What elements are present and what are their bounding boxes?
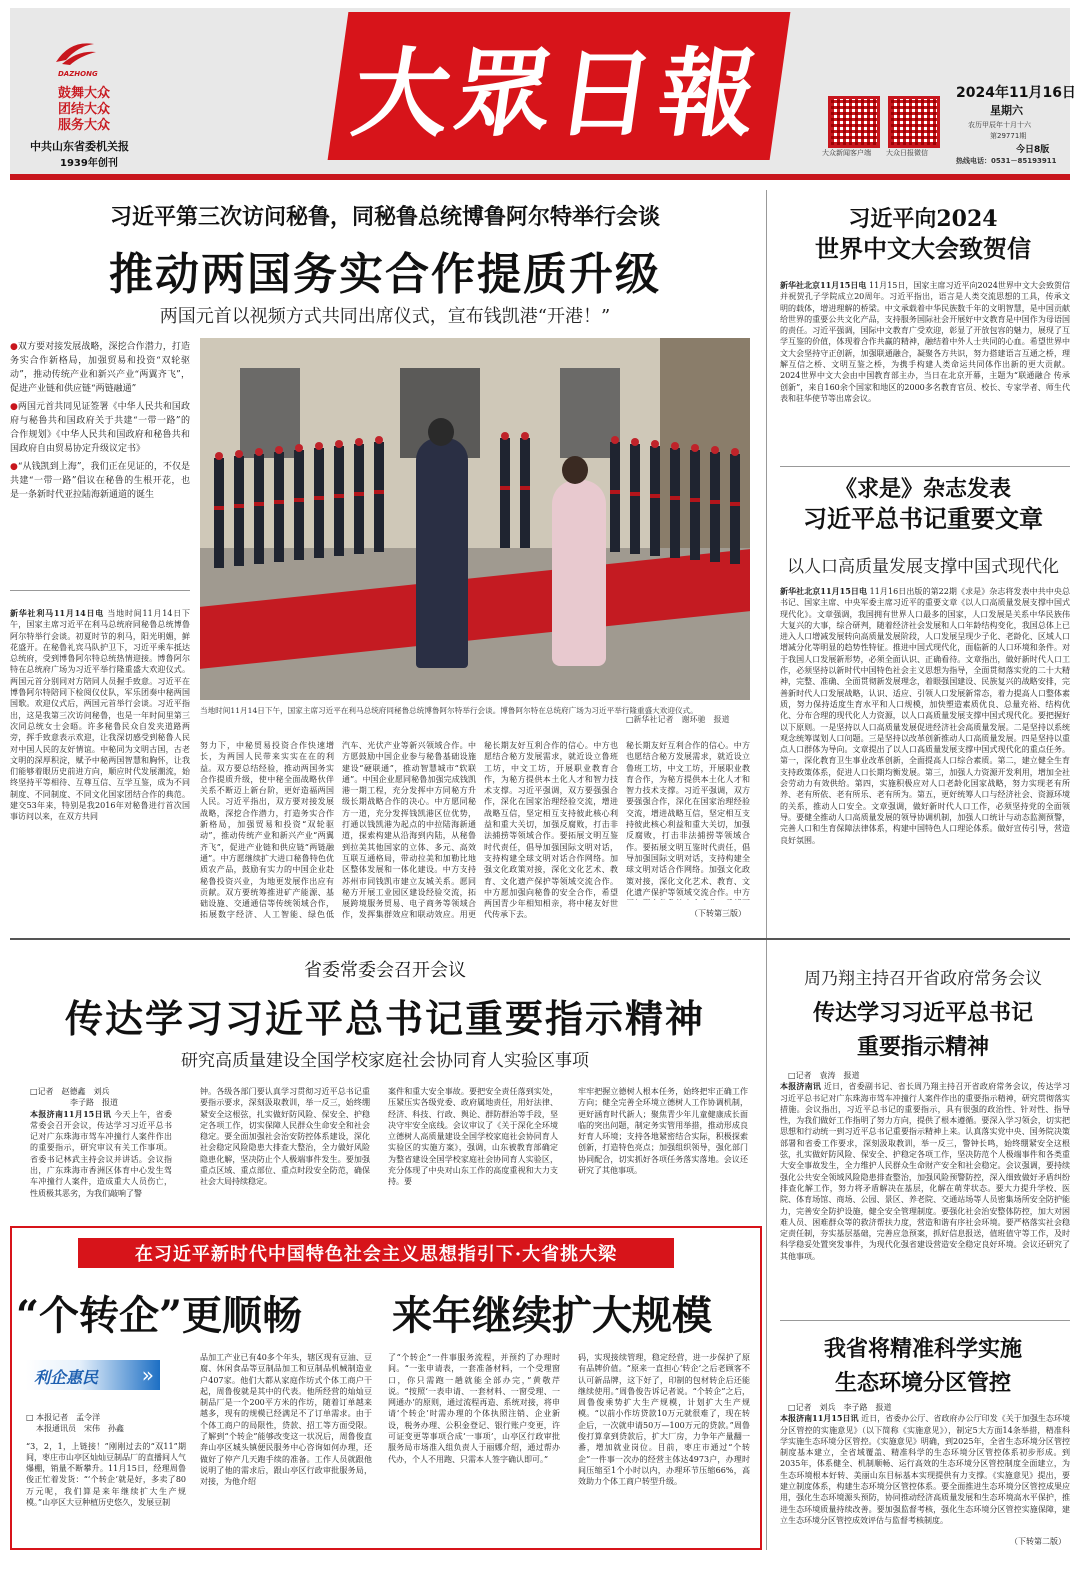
feature-body-col4: 码，实现接续管理，稳定经营，进一步保护了原有品牌价值。“原来一直担心‘转企’之后老顾客不认可新品牌，这下好了，印制的包材转企后还能继续使用。”周鲁俊告诉记者说。“个转企”之后，周鲁俊乘势扩大生产规模，计划扩大生产规模。“以前小作坊贷款10万元就很难了，现在转企后，一次就申请50万—100万元的贷款。”周鲁俊打算拿到贷款后，扩大厂房，力争年产量翻一番，增加就业岗位。目前，枣庄市通过“个转企”一件事一次办的经营主体达4973户，办理时间压缩至1个小时以内，办理环节压缩66%，高效助力个体工商户转型升级。 [578, 1353, 750, 1487]
byline: 本报通讯员 宋伟 孙鑫 [36, 1424, 124, 1434]
lead-subhead: 两国元首以视频方式共同出席仪式，宣布钱凯港“开港！” [159, 306, 611, 327]
paper-title: 大眾日報 [328, 12, 791, 160]
highlight-item: ● 两国元首共同见证签署《中华人民共和国政府与秘鲁共和国政府关于共建“一带一路”的合作规划》《中华人民共和国政府和秘鲁共和国政府自由贸易协定升级议定书》 [10, 400, 190, 456]
lead-body-col3: 汽车、光伏产业等新兴领域合作。中方愿鼓励中国企业参与秘鲁基础设施建设“硬联通”，推动智慧城市“软联通”。中国企业愿同秘鲁加强完成钱凯港一期工程，充分发挥中方同秘方升级长期战略合作的决心。中方愿同秘方一道，充分发挥钱凯港区位优势，打通以钱凯港为起点的中拉陆海新通道，探索构建从沿海到内陆，从秘鲁到拉美其他国家的立体、多元、高效互联互通格局，带动拉美和加勒比地区整体发展和一体化建设。中方支持苏州市同钱凯市建立友城关系。愿同秘方开展工业园区建设经验交流，拓展跨境服务贸易、电子商务等领域合作，发挥集群效应和联动效应。用更 [342, 741, 476, 920]
dateline: 新华社北京11月15日电 [780, 586, 868, 596]
feature-headline-left: “个转企”更顺畅 [16, 1292, 303, 1339]
masthead-rule [10, 174, 1070, 180]
divider [780, 1320, 1070, 1321]
hotline: 热线电话：0531－85193911 [956, 157, 1057, 165]
byline: □记者 袁涛 报道 [788, 1071, 860, 1080]
chevron-right-icon: » [141, 1363, 154, 1387]
lead-body-col4: 秘长期友好互利合作的信心。中方也愿结合秘方发展需求，就近设立鲁班工坊，中文工坊，开展职业教育合作，为秘方提供本土化人才和智力技术支撑。习近平强调，双方要强强合作，深化在国家治理经验交流，增进战略互信，坚定相互支持彼此核心利益和重大关切，加强反腐败，打击非法捕捞等领域合作。要拓展文明互鉴时代责任，倡导加强国际文明对话，支持构建全球文明对话合作网络。加强文化政策对接，深化文化艺术、教育、文化遗产保护等领域交流合作。中方愿加强向秘鲁的安全合作，希望两国青少年相知相亲，将中秘友好世代传承下去。 [484, 741, 618, 920]
headline-line: 重要指示精神 [856, 1034, 989, 1060]
qr-label: 大众新闻客户端 [822, 149, 871, 157]
body-text: 11月16日出版的第22期《求是》杂志将发表中共中央总书记、国家主席、中央军委主席习近平的重要文章《以人口高质量发展支撑中国式现代化》。文章强调，我国拥有世界人口最多的国家，人口发展是关系中华民族伟大复兴的大事，综合研判，随着经济社会发展和人口年龄结构变化，我国总体上已进入人口增减发展转向高质量发展阶段，人口发展呈现少子化、老龄化、区域人口增减分化等明显的趋势性特征。推进中国式现代化，面临新的人口环境和条件。对于我国人口发展新形势，必须全面认识、正确看待。文章指出，做好新时代人口工作，必须坚持以新时代中国特色社会主义思想为指导，全面贯彻落实党的二十大精神，完整、准确、全面贯彻新发展理念，着眼强国建设、民族复兴的战略安排，完善新时代人口发展战略，认识、适应、引领人口发展新常态，着力提高人口整体素质，努力保持适度生育水平和人口规模，加快塑造素质优良、总量充裕、结构优化、分布合理的现代化人力资源，以人口高质量发展支撑中国式现代化。要把握好以下原则。一是坚持以人口高质量发展促进经济社会高质量发展。二是坚持以系统观念统筹谋划人口问题。三是坚持以改革创新推动人口高质量发展。四是坚持以重点人口群体为导向。文章提出了以人口高质量发展支撑中国式现代化的重点任务。第一，深化教育卫生事业改革创新，全面提高人口综合素质。第二，建立健全生育支持政策体系，促进人口长期均衡发展。第三，加强人力资源开发利用，增加全社会劳动力有效供给。第四，实施积极应对人口老龄化国家战略，努力实现老有所养、老有所依、老有所乐、老有所为。第五，更好统筹人口与经济社会、资源环境的关系，推动人口安全。文章强调，做好新时代人口工作，必须坚持党的全面领导。要健全推动人口高质量发展的领导协调机制，加强人口统计与动态监测预警，完善人口和生育保障法律体系，构建中国特色人口理论体系。做好宣传引导，营造良好氛围。 [780, 587, 1070, 845]
headline-line: 《求是》杂志发表 [834, 476, 1011, 502]
publisher: 中共山东省委机关报 [30, 140, 129, 153]
slogan [58, 86, 110, 134]
headline-line: 生态环境分区管控 [834, 1370, 1011, 1396]
provincial-body-col3: 案件和重大安全事故。要把安全责任落到实处，压紧压实各级党委、政府属地责任，用好法律、经济、科技、行政、舆论、群防群治等手段，坚决守牢安全底线。会议审议了《关于深化全环境立德树人高质量建设全国学校家庭社会协同育人实验区的实施方案》，强调，山东被教育部确定为整省建设全国学校家庭社会协同育人实验区，充分体现了中央对山东工作的高度重视和大力支持。要 [388, 1087, 558, 1187]
founded: 1939年创刊 [60, 158, 118, 169]
continued-note: （下转第二版） [1010, 1537, 1066, 1546]
provincial-subhead: 研究高质量建设全国学校家庭社会协同育人实验区事项 [181, 1051, 589, 1071]
provincial-body-col2: 钟。各级各部门要认真学习贯彻习近平总书记重要指示要求，深刻汲取教训，举一反三，始终绷紧安全这根弦，扎实做好防风险、保安全、护稳定各项工作，切实保障人民群众生命安全和社会稳定。要全面加强社会治安防控体系建设，深化社会稳定风险隐患大排查大整治，全力做好风险隐患化解，坚决防止个人极端事件发生。要加强重点区域、重点部位、重点时段安全防范，确保社会大局持续稳定。 [200, 1087, 370, 1187]
right2-headline [776, 474, 1070, 534]
dateline: 本报济南11月15日讯 [30, 1108, 112, 1119]
headline-line: 传达学习习近平总书记 [812, 1000, 1033, 1026]
continued-note: （下转第三版） [690, 909, 746, 918]
right3-body [780, 1070, 1070, 1314]
slogan-line: 服务大众 [58, 118, 111, 133]
byline: □ 本报记者 孟令洋 [26, 1413, 101, 1422]
lead-kicker: 习近平第三次访问秘鲁，同秘鲁总统博鲁阿尔特举行会谈 [109, 204, 660, 230]
dateline: 新华社北京11月15日电 [780, 280, 867, 290]
feature-badge [26, 1360, 160, 1390]
qr-code-icon [888, 96, 940, 148]
divider [10, 590, 190, 591]
dateline: 本报济南11月15日讯 [780, 1413, 859, 1424]
body-text: 11月15日，国家主席习近平向2024世界中文大会致贺信并祝贺孔子学院成立20周年。习近平指出，语言是人类交流思想的工具，传承文明的载体，增进理解的桥梁。中文承载着中华民族数千年的文明智慧，是中国贡献给世界的重要公共文化产品，支持服务国际社会开展好中文教育是中国作为母语国的责任。习近平强调，国际中文教育广受欢迎，彰显了开放包容的魅力，展现了互学互鉴的价值，体现着合作共赢的精神，融结着中外人士共同的心血。希望世界中文大会坚持守正创新，加强联通融合，凝聚各方共识，努力搭建语言互通之桥，理解互信之桥、文明互鉴之桥，为携手构建人类命运共同体作出新的更大贡献。2024世界中文大会由中国教育部主办，当日在北京开幕，主题为“联通融合 传承创新”，来自160余个国家和地区的2000多名教育官员、校长、专家学者、师生代表和驻华使节等出席会议。 [780, 281, 1070, 403]
highlight-item: ● 双方要对接发展战略，深挖合作潜力，打造务实合作新格局，加强贸易和投资“双轮驱动”，推动传统产业和新兴产业“两翼齐飞”，促进产业链和供应链“两链融通” [10, 340, 190, 396]
issue-date: 2024年11月16日 [956, 85, 1076, 101]
headline-line: 世界中文大会致贺信 [815, 234, 1031, 263]
lead-body-col5: 秘长期友好互利合作的信心。中方也愿结合秘方发展需求，就近设立鲁班工坊，中文工坊，开展职业教育合作，为秘方提供本土化人才和智力技术支撑。习近平强调，双方要强强合作，深化在国家治理经验交流，增进战略互信，坚定相互支持彼此核心利益和重大关切，加强反腐败，打击非法捕捞等领域合作。要拓展文明互鉴时代责任，倡导加强国际文明对话，支持构建全球文明对话合作网络。加强文化政策对接，深化文化艺术、教育、文化遗产保护等领域交流合作。中方 [626, 741, 750, 897]
qr-label: 大众日报微信 [886, 149, 928, 157]
right1-body [780, 280, 1070, 460]
headline-line: 习近平总书记重要文章 [803, 504, 1043, 533]
right2-body [780, 586, 1070, 930]
right4-headline [776, 1332, 1070, 1400]
headline-line: 习近平向2024 [848, 206, 998, 232]
page-count: 今日8版 [1016, 145, 1050, 155]
lead-body-col1 [10, 608, 190, 928]
right4-body [780, 1402, 1070, 1534]
headline-line: 我省将精准科学实施 [823, 1336, 1022, 1362]
body-text: 当地时间11月14日下午，国家主席习近平在利马总统府同秘鲁总统博鲁阿尔特举行会谈。初夏时节的利马，阳光明媚，鲜花盛开。在秘鲁礼宾马队护卫下，习近平乘车抵达总统府，受到博鲁阿尔特总统热情迎接。博鲁阿尔特在总统府广场为习近平举行隆重盛大欢迎仪式。两国元首分别同对方陪同人员握手致意。习近平在博鲁阿尔特陪同下检阅仪仗队，军乐团奏中秘两国国歌。欢迎仪式后，两国元首举行会谈。习近平指出，这是我第三次访问秘鲁，也是一年时间里第三次同总统女士会晤。许多秘鲁民众自发夹道路两旁，挥手致意表示欢迎，让我深切感受到秘鲁人民对中国人民的友好情谊。中秘同为文明古国，古老文明的深厚积淀，赋予中秘两国智慧和胸怀，让我们能够着眼历史前进方向，顺应时代发展潮流，始终坚持平等相待、互尊互信、互学互鉴，成为不同制度、不同制度、不同文化国家团结合作的典范。建交53年来，特别是我2016年对秘鲁进行首次国事访问以来，在双方共同 [10, 609, 190, 822]
provincial-body-col1 [30, 1086, 172, 1212]
right2-subhead: 以人口高质量发展支撑中国式现代化 [787, 557, 1059, 577]
highlight-item: ● “从钱凯到上海”，我们正在见证的，不仅是共建“一带一路”倡议在秘鲁的生根开花，也是一条新时代亚拉陆海新通道的诞生 [10, 460, 190, 502]
dazhong-logo-icon [52, 38, 98, 68]
feature-banner: 在习近平新时代中国特色社会主义思想指引下·大省挑大梁 [78, 1238, 674, 1268]
right3-headline [776, 996, 1070, 1064]
lead-headline: 推动两国务实合作提质升级 [109, 249, 661, 300]
provincial-headline: 传达学习习近平总书记重要指示精神 [64, 997, 705, 1041]
feature-headline-right: 来年继续扩大规模 [392, 1292, 712, 1339]
right3-kicker: 周乃翔主持召开省政府常务会议 [804, 969, 1042, 989]
feature-body-col1 [26, 1412, 186, 1542]
slogan-line: 鼓舞大众 [58, 86, 111, 101]
provincial-kicker: 省委常委会召开会议 [304, 960, 466, 981]
dateline: 本报济南讯 [780, 1081, 822, 1092]
issue-number: 第29771期 [990, 132, 1027, 140]
qr-code-icon [828, 96, 880, 148]
provincial-body-col4: 牢牢把握立德树人根本任务，始终把牢正确工作方向；健全完善全环境立德树人工作协调机制，更好涵育时代新人；聚焦青少年儿童健康成长面临的突出问题，制定务实管用举措，推动形成良好育人环境；支持各地紧密结合实际，积极探索创新，打造特色亮点；加强组织领导，强化部门协同配合，切实抓好各项任务落实落地。会议还研究了其他事项。 [578, 1087, 748, 1176]
body-text: 近日，省委副书记、省长周乃翔主持召开省政府常务会议，传达学习习近平总书记对广东珠海市驾车冲撞行人案件作出的重要指示精神，研究贯彻落实措施。会议指出，习近平总书记的重要指示，具有很强的政治性、针对性、指导性，为我们做好工作指明了努力方向，提供了根本遵循。要深入学习领会，切实把思想和行动统一到习近平总书记重要指示精神上来。认真落实党中央、国务院决策部署和省委工作要求，深刻汲取教训，举一反三，警钟长鸣，始终绷紧安全这根弦，扎实做好防风险、保安全、护稳定各项工作，坚决防范个人极端事件和各类重大安全事故发生，全力维护人民群众生命财产安全和社会稳定。会议强调，要持续强化公共安全领域风险隐患排查整治，加强风险预警防控，深入细致做好矛盾纠纷排查化解工作，努力将矛盾解决在基层，化解在萌芽状态。要大力提升学校、医院、体育场馆、商场、公园、景区、养老院、交通站场等人员密集场所安全防护能力，完善安全防护设施，健全安全管理制度。要强化社会治安整体防控，加大对困难人员、困难群众等的救济帮扶力度，营造和谐有序社会环境。要严格落实社会稳定责任制，夯实基层基础，完善应急预案，抓好信息报送，值班值守等工作，及时科学稳妥处置突发事件，为现代化强省建设营造安全稳定良好环境。会议还研究了其他事项。 [780, 1082, 1070, 1261]
divider [780, 466, 1070, 467]
feature-body-col2: 品加工产业已有40多个年头，辖区现有豆油、豆腐、休闲食品等豆制品加工和豆制品机械制造业户407家。他们大都从家庭作坊式个体工商户干起，周鲁俊就是其中的代表。他所经营的灿灿豆制品厂是一个200平方米的作坊，随着订单越来越多，现有的规模已经满足不了订单需求。由于个体工商户的局限性，贷款、招工等方面受限。了解到“个转企”能够改变这一状况后，周鲁俊直奔山亭区城头镇便民服务中心咨询如何办理，还做好了停产几天跑手续的准备。工作人员就跟他说明了他的需求后，跟山亭区行政审批服务局，对接，为他介绍 [200, 1353, 372, 1487]
dateline: 新华社利马11月14日电 [10, 608, 105, 618]
badge-label: 利企惠民 [34, 1368, 99, 1387]
byline: □记者 刘兵 李子路 报道 [788, 1403, 892, 1412]
lead-body-col2: 努力下，中秘贸易投资合作快速增长，为两国人民带来实实在在的利益。双方要总结经验，推动两国务实合作提质升级，使中秘全面战略伙伴关系不断迈上新台阶，更好造福两国人民。习近平指出，双方要对接发展战略，深挖合作潜力，打造务实合作新格局，加强贸易和投资“双轮驱动”，推动传统产业和新兴产业“两翼齐飞”，促进产业链和供应链“两链融通”。中方愿继续扩大进口秘鲁特色优质农产品，鼓励有实力的中国企业赴秘鲁投资兴业，为地更发展作出应有贡献。双方要统筹推进矿产能源、基础设施、交通通信等传统领域合作，拓展数字经济、人工智能、绿色低 [200, 741, 334, 920]
body-text: 今天上午，省委常委会召开会议，传达学习习近平总书记对广东珠海市驾车冲撞行人案件作出的重要指示，研究审议有关工作事项。省委书记林武主持会议并讲话。会议指出，广东珠海市香洲区体育中心发生驾车冲撞行人案件，造成重大人员伤亡，性质极其恶劣，为我们敲响了警 [30, 1109, 172, 1198]
feature-body-col3: 了“个转企”一件事服务流程，并预约了办理时间。“一张申请表，一套准备材料，一个受理窗口，你只需跑一趟就能全部办完，”黄敬芹说。“按照‘一表申请、一套材料、一窗受理、一网通办’的原则，通过流程再造、系统对接，将申请‘个转企’时需办理的个体执照注销、企业新设，税务办理、公积金登记、银行账户变更，许可证变更等事项合成‘一事项’，山亭区行政审批服务局市场准入组负责人于丽娜介绍，通过帮办代办，个人不用跑、只需本人签字确认即可。” [388, 1353, 560, 1464]
logo-text: DAZHONG [58, 70, 98, 78]
body-text: 近日，省委办公厅、省政府办公厅印发《关于加强生态环境分区管控的实施意见》（以下简称《实施意见》），制定5大方面14条举措，精准科学实施生态环境分区管控。《实施意见》明确，到2025年，全省生态环境分区管控制度基本建立，全省域覆盖、精准科学的生态环境分区管控体系初步形成。到2035年，体系健全、机制顺畅、运行高效的生态环境分区管控制度全面建立，为生态环境根本好转、美丽山东目标基本实现提供有力支撑。《实施意见》提出，要建立制度体系，构建生态环境分区管控体系。要全面推进生态环境分区管控成果应用，强化生态环境源头预防，协同推动经济高质量发展和生态环境高水平保护，推进生态环境质量持续改善。要加强监督考核，强化生态环境分区管控实施保障，建立生态环境分区管控成效评估与监督考核制度。 [780, 1414, 1070, 1525]
body-text: “3，2，1，上链接！”刚刚过去的“双11”期间，枣庄市山亭区灿灿豆制品厂的直播间人气爆棚，销量不断攀升。11月15日，经理周鲁俊正忙着发货：“‘个转企’就是好，多卖了80万元呢，我们算是来年继续扩大生产规模。”山亭区大豆种植历史悠久，发展豆制 [26, 1441, 186, 1508]
lead-highlights [10, 340, 190, 580]
photo-credit: □新华社记者 谢环驰 报道 [626, 715, 730, 724]
section-divider [10, 938, 1070, 940]
column-divider [766, 190, 767, 1550]
lunar-date: 农历甲辰年十月十六 [968, 121, 1031, 129]
byline: 李子路 报道 [70, 1098, 118, 1108]
right1-headline [776, 204, 1070, 264]
lead-photo [200, 338, 750, 700]
byline: □记者 赵德鑫 刘兵 [30, 1087, 110, 1096]
slogan-line: 团结大众 [58, 102, 111, 117]
photo-caption: 当地时间11月14日下午，国家主席习近平在利马总统府同秘鲁总统博鲁阿尔特举行会谈。博鲁阿尔特在总统府广场为习近平举行隆重盛大欢迎仪式。 [200, 706, 698, 715]
weekday: 星期六 [990, 104, 1023, 117]
